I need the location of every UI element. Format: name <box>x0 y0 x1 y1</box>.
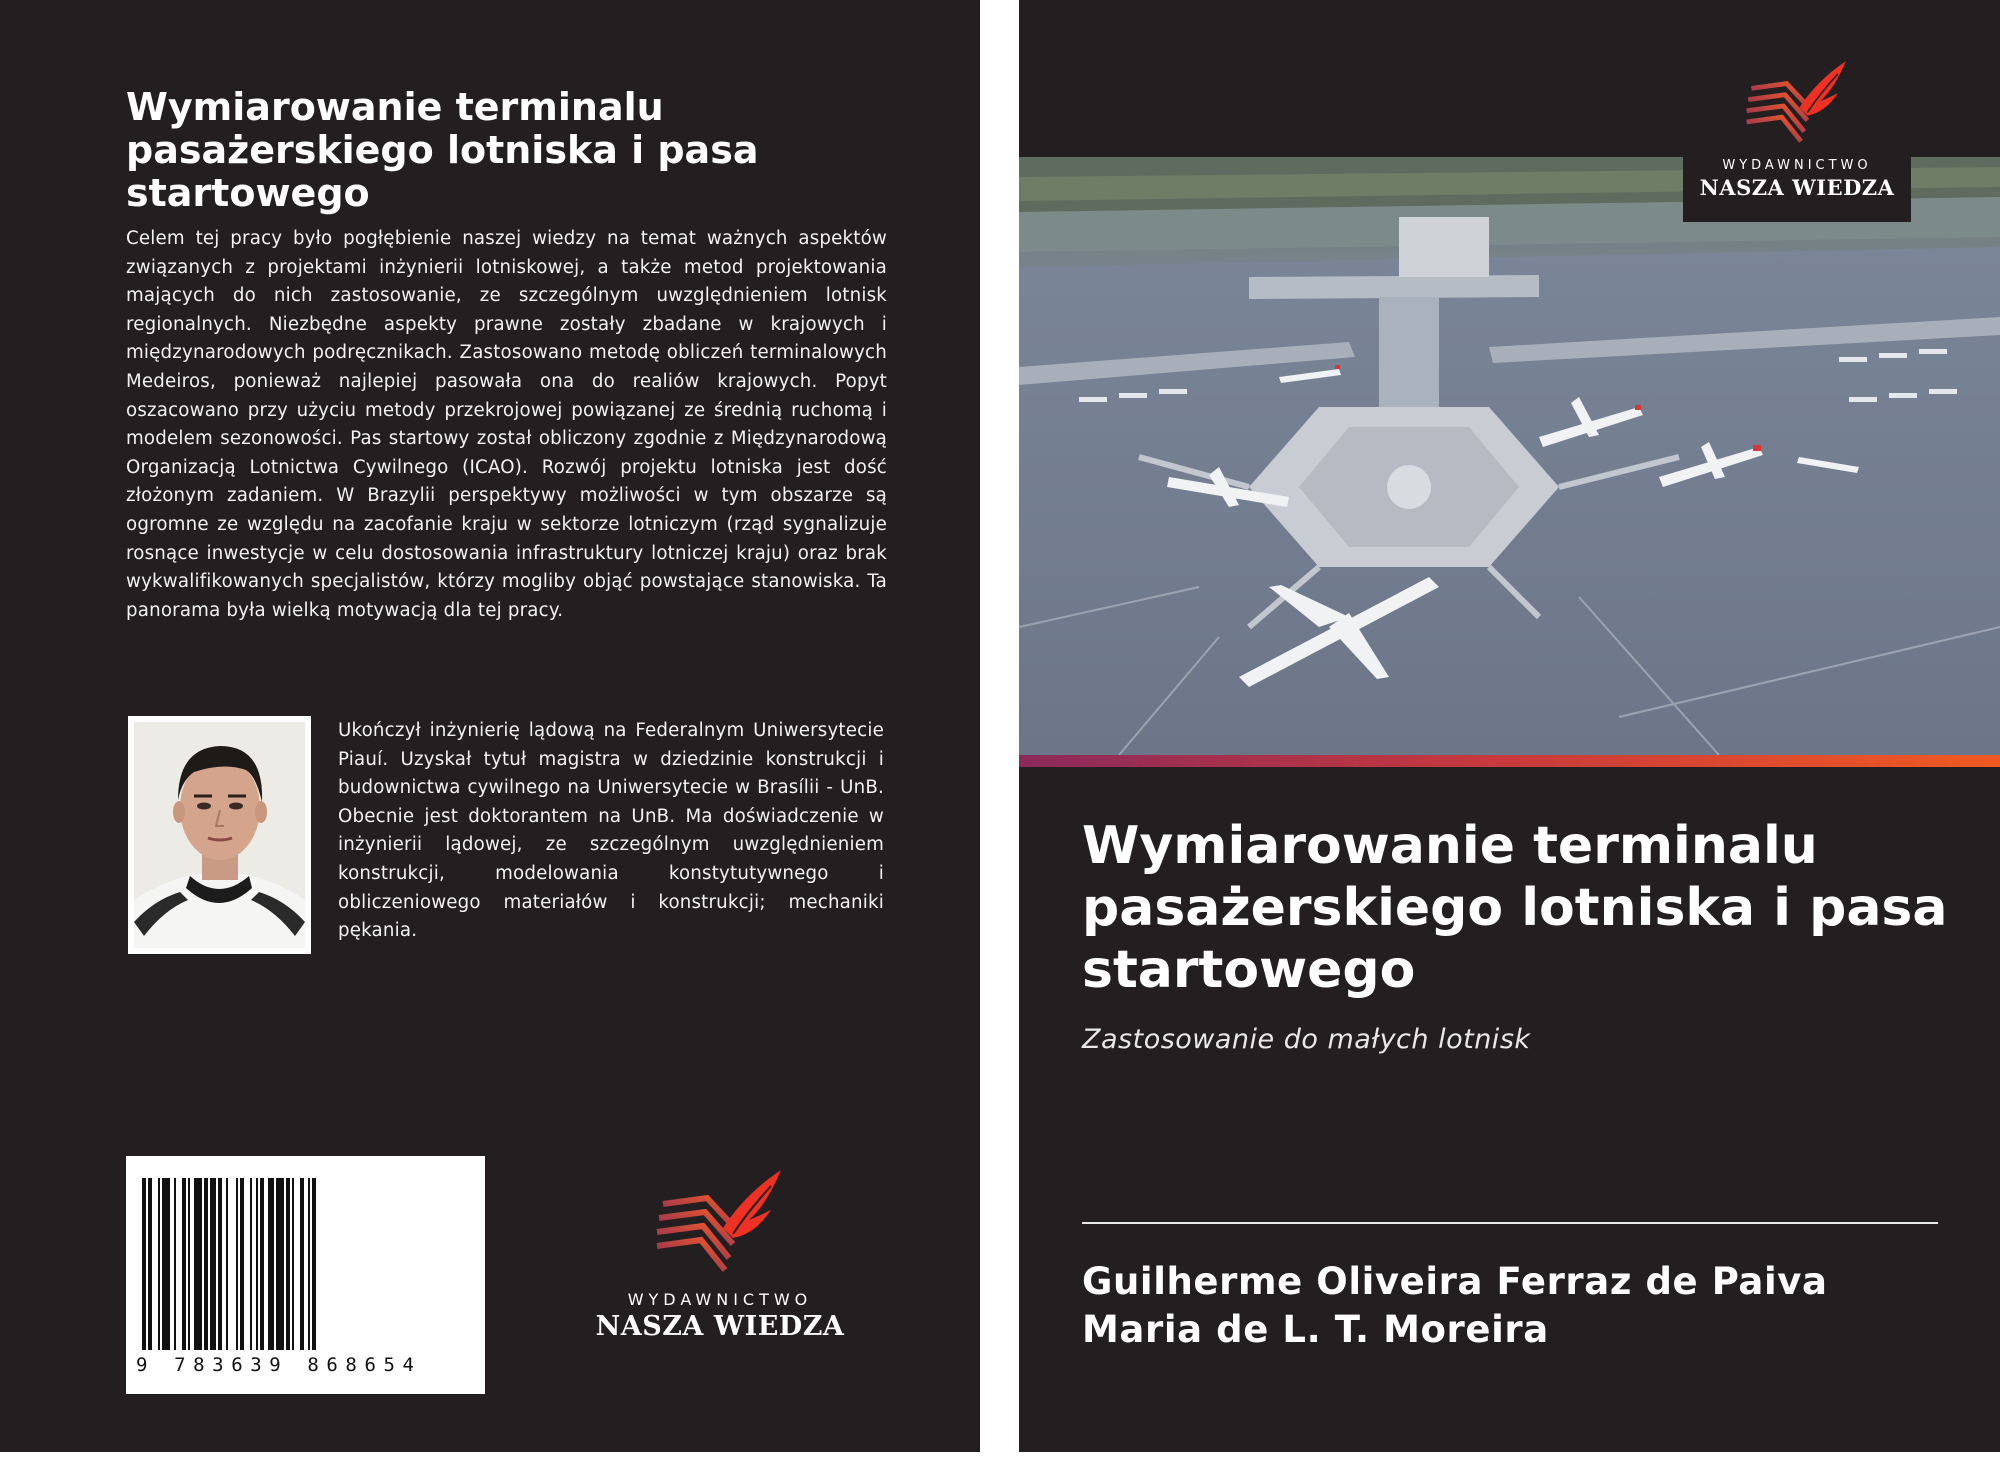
publisher-label-small: WYDAWNICTWO <box>1722 158 1872 173</box>
cover-accent-bar <box>1019 755 2000 767</box>
publisher-label-big: NASZA WIEDZA <box>595 1311 845 1342</box>
barcode-bar <box>204 1178 208 1350</box>
barcode-bar <box>210 1178 216 1350</box>
author-photo <box>128 716 311 954</box>
publisher-logo-back <box>580 1164 860 1342</box>
barcode-bar <box>158 1178 160 1350</box>
author-name: Guilherme Oliveira Ferraz de Paiva <box>1082 1260 1828 1303</box>
barcode-bar <box>286 1178 290 1350</box>
publisher-label-small: WYDAWNICTWO <box>627 1290 813 1309</box>
barcode-bar <box>292 1178 294 1350</box>
barcode-bar <box>250 1178 252 1350</box>
front-cover-divider <box>1082 1222 1938 1224</box>
barcode-bar <box>188 1178 190 1350</box>
barcode-bar <box>240 1178 244 1350</box>
book-quill-icon <box>645 1164 795 1288</box>
author-portrait-image <box>134 722 305 948</box>
barcode-bar <box>218 1178 222 1350</box>
back-cover <box>0 0 980 1452</box>
publisher-label-big: NASZA WIEDZA <box>1699 175 1895 200</box>
back-cover-blurb: Celem tej pracy było pogłębienie naszej wiedzy na temat ważnych aspektów związanych z projektami inżynierii lotniskowej, a także metod projektowania mających do nich zastosowanie, ze szczególnym uwzględnieniem lotnisk regionalnych. Niezbędne aspekty prawne zostały zbadane w krajowych i międzynarodowych podręcznikach. Zastosowano metodę obliczeń terminalowych Medeiros, ponieważ najlepiej pasowała ona do realiów krajowych. Popyt oszacowano przy użyciu metody przekrojowej powiązanej ze średnią ruchomą i modelem sezonowości. Pas startowy został obliczony zgodnie z Międzynarodową Organizacją Lotnictwa Cywilnego (ICAO). Rozwój projektu lotniska jest dość złożonym zadaniem. W Brazylii perspektywy możliwości w tym obszarze są ogromne ze względu na zacofanie kraju w sektorze lotniczym (rząd sygnalizuje rosnące inwestycje w celu dostosowania infrastruktury lotniczej kraju) oraz brak wykwalifikowanych specjalistów, którzy mogliby objąć powstające stanowiska. Ta panorama była wielką motywacją dla tej pracy. <box>126 228 887 621</box>
barcode-bar <box>268 1178 274 1350</box>
barcode-bar <box>300 1178 304 1350</box>
author-name: Maria de L. T. Moreira <box>1082 1308 1549 1351</box>
barcode-bar <box>312 1178 316 1350</box>
airport-aerial-photo <box>1019 157 2000 755</box>
author-bio: Ukończył inżynierię lądową na Federalnym Uniwersytecie Piauí. Uzyskał tytuł magistra w dziedzinie konstrukcji i budownictwa cywilnego na Uniwersytecie w Brasílii - UnB. Obecnie jest doktorantem na UnB. Ma doświadczenie w inżynierii lądowej, ze szczególnym uwzględnieniem konstrukcji, modelowania konstytutywnego i obliczeniowego materiałów i konstrukcji; mechaniki pękania. <box>338 720 884 942</box>
book-quill-icon <box>1737 56 1857 156</box>
barcode-bar <box>256 1178 258 1350</box>
publisher-logo-front <box>1683 56 1911 200</box>
barcode-bar <box>308 1178 310 1350</box>
barcode-bar <box>276 1178 284 1350</box>
back-cover-title: Wymiarowanie terminalu pasażerskiego lotniska i pasa startowego <box>126 85 759 215</box>
front-cover-subtitle: Zastosowanie do małych lotnisk <box>1082 1024 1531 1055</box>
isbn-barcode <box>126 1156 485 1394</box>
barcode-bar <box>236 1178 238 1350</box>
barcode-bar <box>174 1178 176 1350</box>
author-list <box>1082 1258 1962 1354</box>
barcode-bar <box>194 1178 202 1350</box>
airport-aerial-image <box>1019 157 2000 755</box>
barcode-bar <box>260 1178 264 1350</box>
barcode-bar <box>226 1178 228 1350</box>
barcode-bar <box>148 1178 152 1350</box>
barcode-bar <box>142 1178 146 1350</box>
barcode-bar <box>182 1178 186 1350</box>
barcode-digits: 9 783639 868654 <box>136 1354 422 1376</box>
publisher-logo-front-box <box>1683 56 1911 222</box>
front-cover-title: Wymiarowanie terminalu pasażerskiego lotniska i pasa startowego <box>1082 816 1948 1000</box>
barcode-bar <box>162 1178 170 1350</box>
